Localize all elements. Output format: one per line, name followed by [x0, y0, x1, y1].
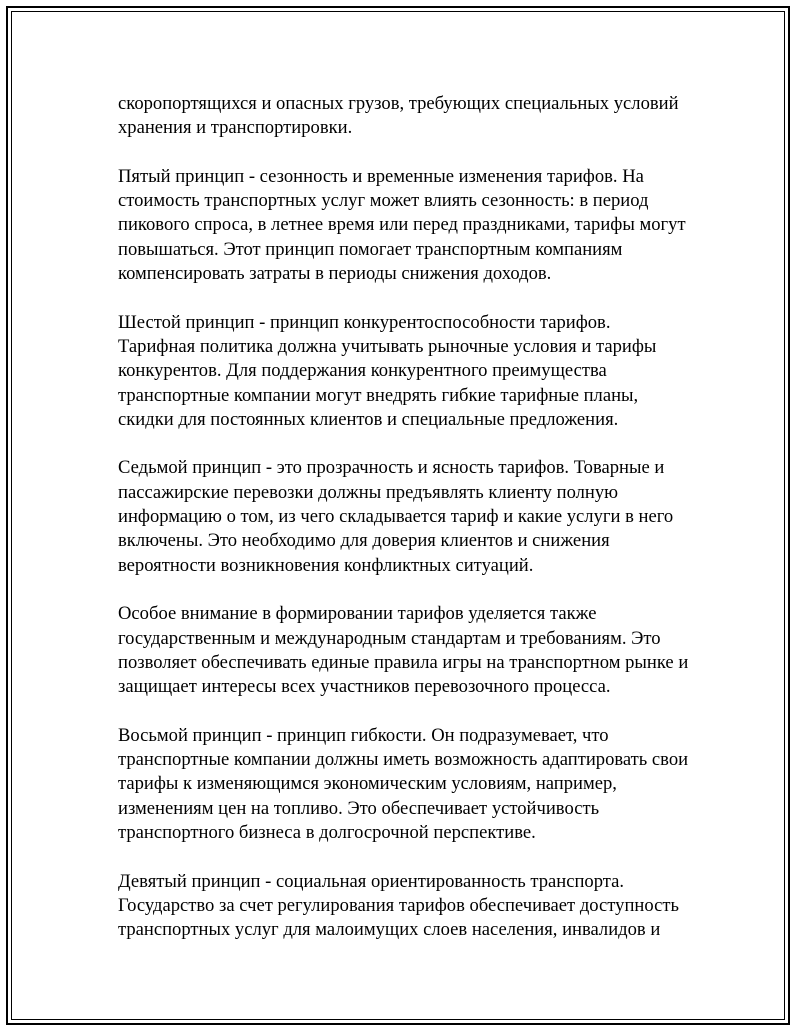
text-line: скоропортящихся и опасных грузов, требующих специальных условий	[118, 93, 679, 114]
text-line: транспортные компании могут внедрять гибкие тарифные планы,	[118, 384, 639, 406]
paragraph	[118, 602, 718, 699]
text-line: Шестой принцип - принцип конкурентоспособности тарифов.	[118, 311, 611, 333]
text-line: пикового спроса, в летнее время или перед праздниками, тарифы могут	[118, 214, 686, 236]
text-line: стоимость транспортных услуг может влиять сезонность: в период	[118, 190, 649, 212]
document-text	[118, 92, 718, 967]
paragraph	[118, 870, 718, 943]
text-line: компенсировать затраты в периоды снижения доходов.	[118, 263, 552, 285]
text-line: защищает интересы всех участников перевозочного процесса.	[118, 676, 611, 698]
text-line: государственным и международным стандартам и требованиям. Это	[118, 627, 661, 649]
paragraph	[118, 456, 718, 577]
text-line: транспортных услуг для малоимущих слоев населения, инвалидов и	[118, 919, 661, 941]
text-line: изменениям цен на топливо. Это обеспечивает устойчивость	[118, 797, 600, 819]
text-line: Седьмой принцип - это прозрачность и ясность тарифов. Товарные и	[118, 457, 665, 479]
text-line: транспортные компании должны иметь возможность адаптировать свои	[118, 749, 689, 771]
text-line: включены. Это необходимо для доверия клиентов и снижения	[118, 530, 610, 552]
text-line: Особое внимание в формировании тарифов уделяется также	[118, 603, 597, 625]
text-line: пассажирские перевозки должны предъявлять клиенту полную	[118, 481, 619, 503]
paragraph	[118, 311, 718, 432]
paragraph	[118, 724, 718, 845]
text-line: конкурентов. Для поддержания конкурентного преимущества	[118, 360, 607, 382]
text-line: тарифы к изменяющимся экономическим условиям, например,	[118, 773, 617, 795]
text-line: Государство за счет регулирования тарифов обеспечивает доступность	[118, 894, 679, 916]
text-line: транспортного бизнеса в долгосрочной перспективе.	[118, 821, 536, 843]
paragraph	[118, 165, 718, 286]
text-line: скидки для постоянных клиентов и специальные предложения.	[118, 408, 619, 430]
text-line: информацию о том, из чего складывается тариф и какие услуги в него	[118, 506, 674, 528]
text-line: Девятый принцип - социальная ориентированность транспорта.	[118, 870, 625, 892]
paragraph	[118, 92, 718, 141]
text-line: Тарифная политика должна учитывать рыночные условия и тарифы	[118, 335, 657, 357]
text-line: Восьмой принцип - принцип гибкости. Он подразумевает, что	[118, 724, 609, 746]
text-line: вероятности возникновения конфликтных ситуаций.	[118, 554, 534, 576]
text-line: хранения и транспортировки.	[118, 117, 353, 139]
text-line: Пятый принцип - сезонность и временные изменения тарифов. На	[118, 165, 644, 187]
text-line: позволяет обеспечивать единые правила игры на транспортном рынке и	[118, 651, 689, 673]
text-line: повышаться. Этот принцип помогает транспортным компаниям	[118, 238, 623, 260]
